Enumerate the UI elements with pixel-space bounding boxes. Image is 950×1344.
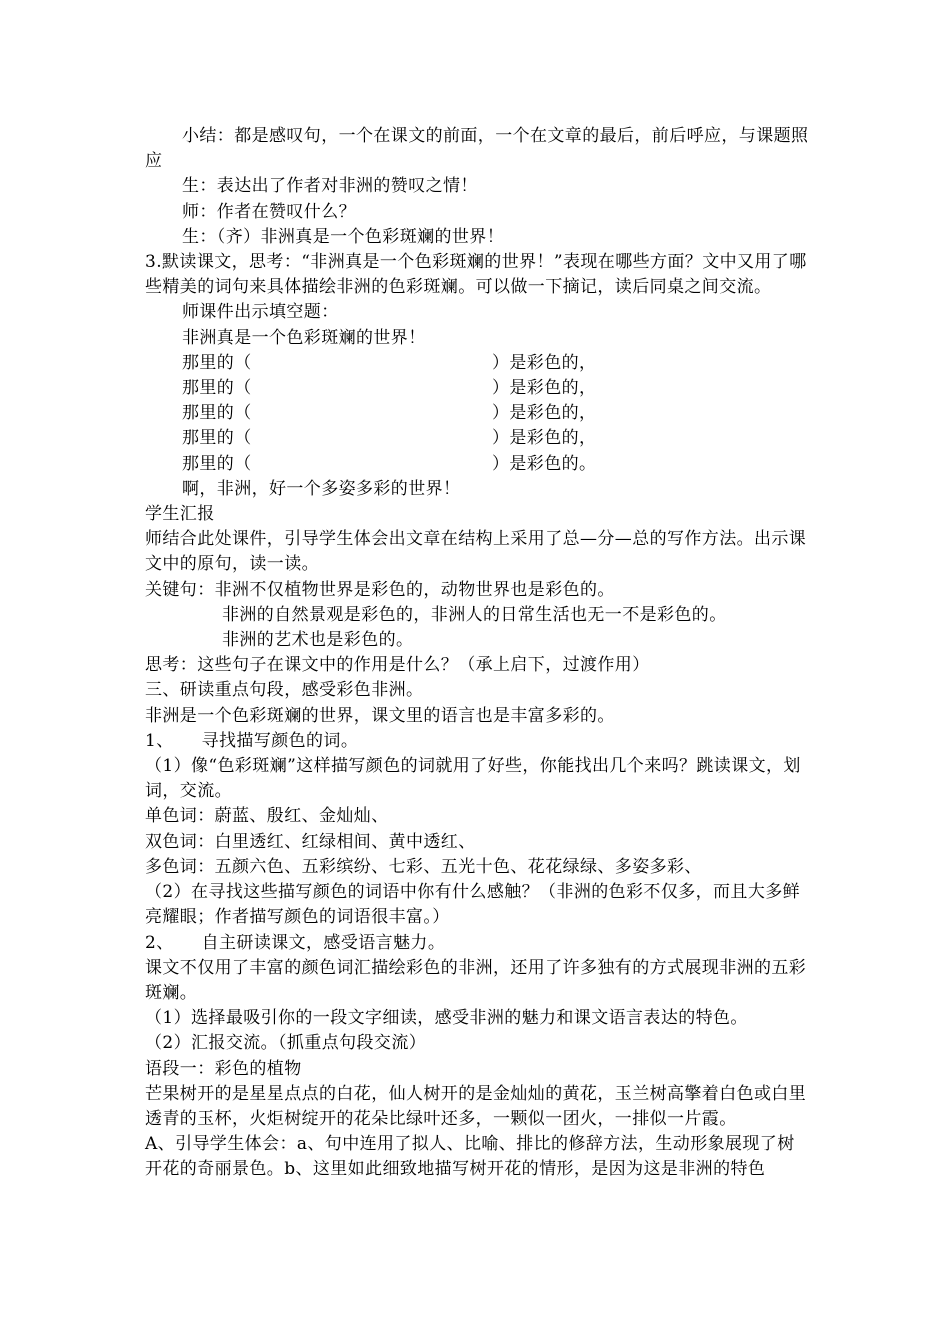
- section-label: 学生汇报: [145, 504, 215, 525]
- student-answer: 生：表达出了作者对非洲的赞叹之情！: [182, 176, 478, 197]
- fill-blank-line: [145, 351, 809, 376]
- teacher-guidance: 师结合此处课件，引导学生体会出文章在结构上采用了总—分—总的写作方法。出示课文中的原句，读一读。: [145, 529, 807, 575]
- fill-blank-end: ）是彩色的，: [492, 428, 597, 449]
- passage-text: 芒果树开的是星星点点的白花，仙人树开的是金灿灿的黄花，玉兰树高擎着白色或白里透青的玉杯，火炬树绽开的花朵比绿叶还多，一颗似一团火，一排似一片霞。: [145, 1083, 807, 1129]
- task-3-paragraph: 3.默读课文，思考：“非洲真是一个色彩斑斓的世界！”表现在哪些方面？文中又用了哪些精美的词句来具体描绘非洲的色彩斑斓。可以做一下摘记，读后同桌之间交流。: [145, 252, 807, 298]
- section-intro: 非洲是一个色彩斑斓的世界，课文里的语言也是丰富多彩的。: [145, 705, 615, 726]
- passage-heading: 语段一：彩色的植物: [145, 1058, 302, 1079]
- teacher-question: 师：作者在赞叹什么？: [182, 201, 356, 222]
- key-sentence: 关键句：非洲不仅植物世界是彩色的，动物世界也是彩色的。: [145, 579, 615, 600]
- document-body: [145, 124, 809, 1183]
- student-answer: 生：（齐）非洲真是一个色彩斑斓的世界！: [182, 226, 505, 247]
- sub-question: （2）在寻找这些描写颜色的词语中你有什么感触？（非洲的色彩不仅多，而且大多鲜亮耀眼；作者描写颜色的词语很丰富。）: [145, 882, 801, 928]
- item-number: 2、: [145, 932, 174, 953]
- paragraph: 课文不仅用了丰富的颜色词汇描绘彩色的非洲，还用了许多独有的方式展现非洲的五彩斑斓。: [145, 957, 807, 1003]
- item-text: 寻找描写颜色的词。: [201, 730, 359, 751]
- word-list: 单色词：蔚蓝、殷红、金灿灿、: [145, 806, 389, 827]
- fill-blank-line: [145, 376, 809, 401]
- fill-blank-line: [145, 452, 809, 477]
- word-list: 多色词：五颜六色、五彩缤纷、七彩、五光十色、花花绿绿、多姿多彩、: [145, 856, 702, 877]
- fill-blank-start: 那里的（: [182, 378, 252, 399]
- key-sentence: 非洲的自然景观是彩色的，非洲人的日常生活也无一不是彩色的。: [222, 604, 727, 625]
- fill-blank-line: [145, 426, 809, 451]
- numbered-item: [145, 931, 809, 956]
- sub-question: （1）像“色彩斑斓”这样描写颜色的词就用了好些，你能找出几个来吗？跳读课文，划词，交流。: [145, 756, 801, 802]
- sub-question: （2）汇报交流。（抓重点句段交流）: [145, 1033, 427, 1054]
- fill-blank-start: 那里的（: [182, 352, 252, 373]
- fill-blank-end: ）是彩色的，: [492, 352, 597, 373]
- section-heading: 三、研读重点句段，感受彩色非洲。: [145, 680, 424, 701]
- guidance-paragraph: A、引导学生体会：a、句中连用了拟人、比喻、排比的修辞方法，生动形象展现了树开花的奇丽景色。b、这里如此细致地描写树开花的情形，是因为这是非洲的特色: [145, 1134, 795, 1180]
- fill-blank-start: 那里的（: [182, 403, 252, 424]
- fill-blank-end: ）是彩色的，: [492, 378, 597, 399]
- thinking-question: 思考：这些句子在课文中的作用是什么？（承上启下，过渡作用）: [145, 655, 650, 676]
- item-number: 1、: [145, 730, 174, 751]
- fill-blank-line: [145, 401, 809, 426]
- word-list: 双色词：白里透红、红绿相间、黄中透红、: [145, 831, 476, 852]
- fill-blank-intro: 师课件出示填空题：: [182, 302, 339, 323]
- fill-blank-heading: 非洲真是一个色彩斑斓的世界！: [182, 327, 426, 348]
- summary-paragraph: 小结：都是感叹句，一个在课文的前面，一个在文章的最后，前后呼应，与课题照应: [145, 126, 809, 172]
- fill-blank-end: ）是彩色的，: [492, 403, 597, 424]
- numbered-item: [145, 729, 809, 754]
- fill-blank-end: ）是彩色的。: [492, 453, 597, 474]
- sub-question: （1）选择最吸引你的一段文字细读，感受非洲的魅力和课文语言表达的特色。: [145, 1008, 748, 1029]
- item-text: 自主研读课文，感受语言魅力。: [201, 932, 446, 953]
- fill-blank-closing: 啊，非洲，好一个多姿多彩的世界！: [182, 478, 461, 499]
- fill-blank-start: 那里的（: [182, 428, 252, 449]
- fill-blank-start: 那里的（: [182, 453, 252, 474]
- key-sentence: 非洲的艺术也是彩色的。: [222, 630, 414, 651]
